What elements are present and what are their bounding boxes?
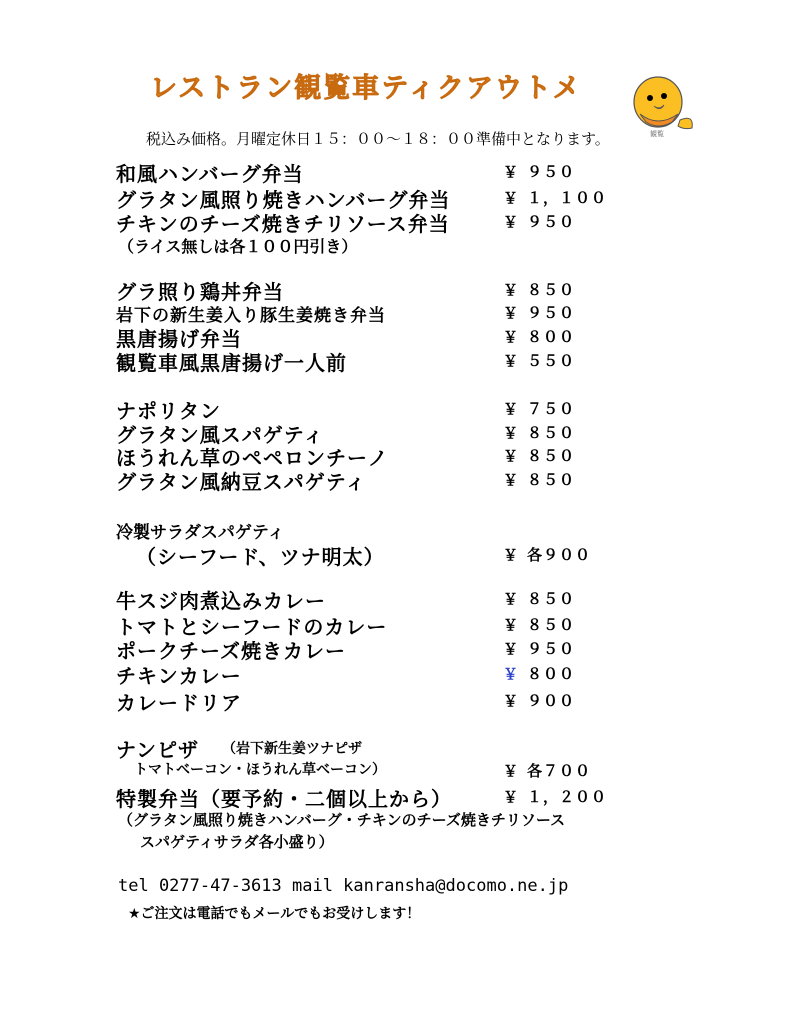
menu-item-name: 特製弁当（要予約・二個以上から） bbox=[116, 787, 452, 811]
menu-item-sub: スパゲティサラダ各小盛り） bbox=[140, 833, 334, 851]
hours-note: 税込み価格。月曜定休日１５：００〜１８：００準備中となります。 bbox=[146, 130, 610, 148]
menu-item-price: ￥ ９５０ bbox=[503, 304, 576, 322]
menu-item-name: ナンピザ bbox=[116, 738, 199, 762]
menu-item-name: 岩下の新生姜入り豚生姜焼き弁当 bbox=[116, 306, 386, 326]
menu-item-price: ￥ ９５０ bbox=[503, 213, 576, 231]
mascot-caption: 観覧 bbox=[650, 130, 664, 138]
menu-item-name: グラタン風スパゲティ bbox=[116, 423, 325, 447]
menu-item-price: ￥ 各９００ bbox=[503, 546, 592, 564]
menu-item-price: ￥ ８５０ bbox=[503, 590, 576, 608]
menu-item-price: ￥ ８００ bbox=[503, 328, 576, 346]
menu-item-price: ￥ ８５０ bbox=[503, 471, 576, 489]
menu-item-name: 観覧車風黒唐揚げ一人前 bbox=[116, 351, 347, 375]
menu-item-price: ￥ ９００ bbox=[503, 692, 576, 710]
menu-item-name: カレードリア bbox=[116, 691, 242, 715]
menu-item-name: チキンカレー bbox=[116, 664, 242, 688]
menu-item-price: ￥ ５５０ bbox=[503, 352, 576, 370]
menu-item-price: ￥ ９５０ bbox=[503, 163, 576, 181]
mascot-chick-icon bbox=[628, 70, 700, 148]
menu-item-sub: トマトベーコン・ほうれん草ベーコン） bbox=[134, 762, 386, 778]
menu-item-name: 冷製サラダスパゲティ bbox=[116, 523, 285, 543]
page-title: レストラン観覧車ティクアウトメ bbox=[150, 73, 582, 104]
menu-item-name: グラタン風納豆スパゲティ bbox=[116, 470, 367, 494]
contact-line: tel 0277-47-3613 mail kanransha@docomo.ne.jp bbox=[118, 876, 569, 896]
menu-item-price: ￥ ８５０ bbox=[503, 616, 576, 634]
menu-item-price: ￥ ８００ bbox=[503, 665, 576, 683]
menu-item-name: チキンのチーズ焼きチリソース弁当 bbox=[116, 212, 450, 236]
menu-item-price: ￥ ８５０ bbox=[503, 424, 576, 442]
menu-item-name: 和風ハンバーグ弁当 bbox=[116, 162, 304, 186]
menu-item-name: ほうれん草のペペロンチーノ bbox=[116, 446, 389, 470]
menu-item-name: 黒唐揚げ弁当 bbox=[116, 327, 242, 351]
menu-item-price: ￥ 各７００ bbox=[503, 762, 592, 780]
menu-item-price: ￥ ８５０ bbox=[503, 281, 576, 299]
menu-item-name: グラタン風照り焼きハンバーグ弁当 bbox=[116, 188, 451, 212]
menu-item-price: ￥ ８５０ bbox=[503, 447, 576, 465]
order-note: ★ご注文は電話でもメールでもお受けします！ bbox=[128, 906, 421, 922]
menu-item-name: 牛スジ肉煮込みカレー bbox=[116, 589, 326, 613]
menu-item-price: ￥ ７５０ bbox=[503, 400, 576, 418]
menu-item-sub: （岩下新生姜ツナピザ bbox=[222, 741, 362, 757]
menu-item-name: グラ照り鶏丼弁当 bbox=[116, 280, 284, 304]
menu-item-name: ポークチーズ焼きカレー bbox=[116, 639, 346, 663]
menu-item-sub: （グラタン風照り焼きハンバーグ・チキンのチーズ焼きチリソース bbox=[118, 811, 566, 829]
menu-item-price: ￥ ９５０ bbox=[503, 640, 576, 658]
rice-note: （ライス無しは各１００円引き） bbox=[118, 237, 358, 256]
menu-item-name: トマトとシーフードのカレー bbox=[116, 615, 388, 639]
menu-item-price: ￥ １，２００ bbox=[503, 788, 608, 806]
menu-item-sub: （シーフード、ツナ明太） bbox=[136, 545, 385, 569]
menu-item-price: ￥ １，１００ bbox=[503, 189, 608, 207]
menu-item-name: ナポリタン bbox=[116, 399, 221, 423]
